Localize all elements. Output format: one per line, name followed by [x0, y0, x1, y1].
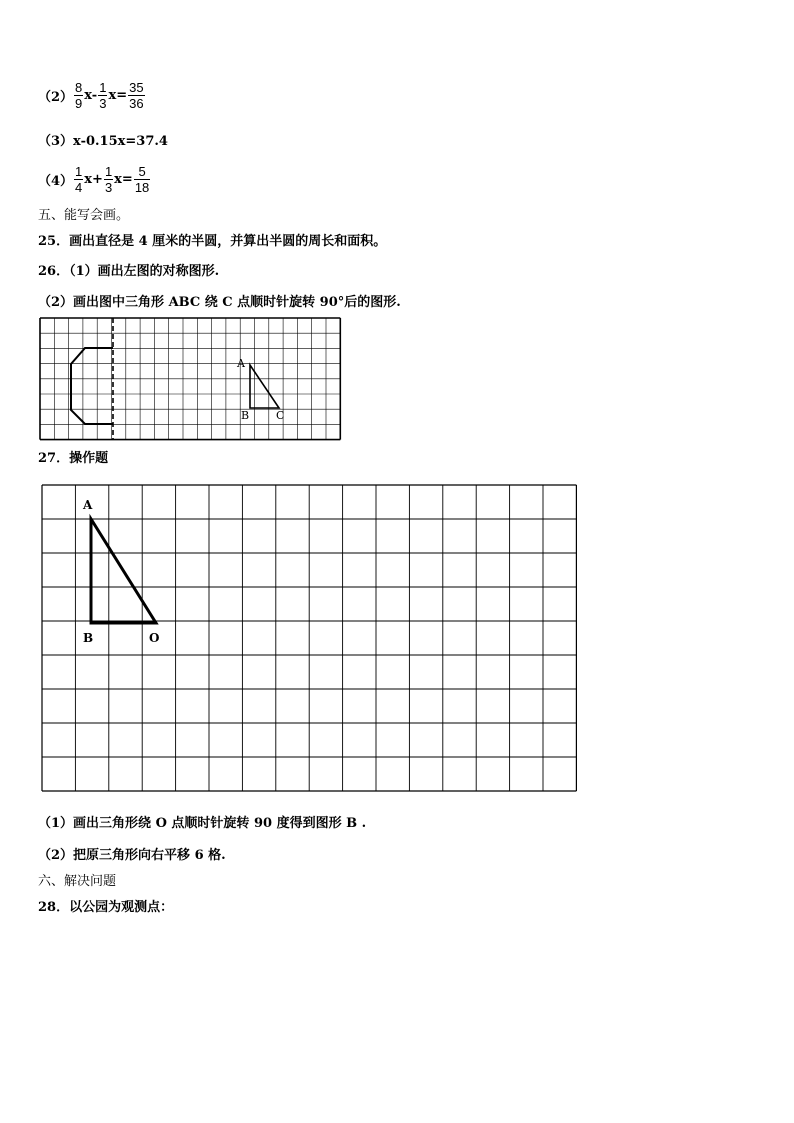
question-27: 27．操作题 [38, 451, 109, 466]
numerator: 5 [138, 164, 146, 179]
fraction [74, 80, 83, 111]
numerator: 35 [129, 80, 144, 95]
label-c: C [276, 409, 285, 422]
label-o: O [149, 631, 160, 645]
numerator: 1 [75, 164, 83, 179]
section-5-heading: 五、能写会画。 [38, 208, 130, 223]
operator: x= [108, 88, 128, 103]
equation-3: （3）x-0.15x=37.4 [38, 134, 168, 149]
label-b: B [83, 631, 94, 645]
fraction [98, 80, 107, 111]
operator: x= [114, 172, 133, 187]
grid-lines [40, 318, 340, 440]
fraction [74, 164, 83, 195]
denominator: 4 [75, 180, 83, 195]
label-a: A [237, 357, 245, 370]
question-26-part-1: 26．（1）画出左图的对称图形. [38, 264, 220, 279]
numerator: 8 [75, 80, 83, 95]
denominator: 3 [104, 180, 113, 195]
label-a: A [83, 498, 93, 512]
denominator: 18 [134, 180, 150, 195]
denominator: 36 [129, 96, 144, 111]
fraction [104, 164, 113, 195]
grid-figure-2 [40, 484, 580, 794]
section-6-heading: 六、解决问题 [38, 874, 117, 889]
fraction [128, 80, 144, 111]
question-25: 25．画出直径是 4 厘米的半圆，并算出半圆的周长和面积。 [38, 234, 387, 249]
question-28: 28．以公园为观测点： [38, 900, 174, 915]
denominator: 9 [75, 96, 83, 111]
numerator: 1 [104, 164, 113, 179]
equation-4-prefix: （4） [38, 174, 74, 189]
equation-4 [38, 164, 151, 195]
operator: x+ [84, 172, 103, 187]
equation-2-prefix: （2） [38, 90, 74, 105]
triangle-abo [91, 519, 156, 623]
denominator: 3 [99, 96, 107, 111]
fraction [134, 164, 150, 195]
operator: x- [84, 88, 98, 103]
question-27-part-2: （2）把原三角形向右平移 6 格. [38, 848, 226, 863]
label-b: B [241, 409, 250, 422]
numerator: 1 [99, 80, 107, 95]
octagon-half-shape [71, 348, 113, 424]
question-26-part-2: （2）画出图中三角形 ABC 绕 C 点顺时针旋转 90°后的图形. [38, 295, 401, 310]
grid-lines [42, 485, 576, 791]
question-27-part-1: （1）画出三角形绕 O 点顺时针旋转 90 度得到图形 B . [38, 816, 367, 831]
equation-2 [38, 80, 146, 111]
grid-figure-1 [38, 316, 344, 442]
